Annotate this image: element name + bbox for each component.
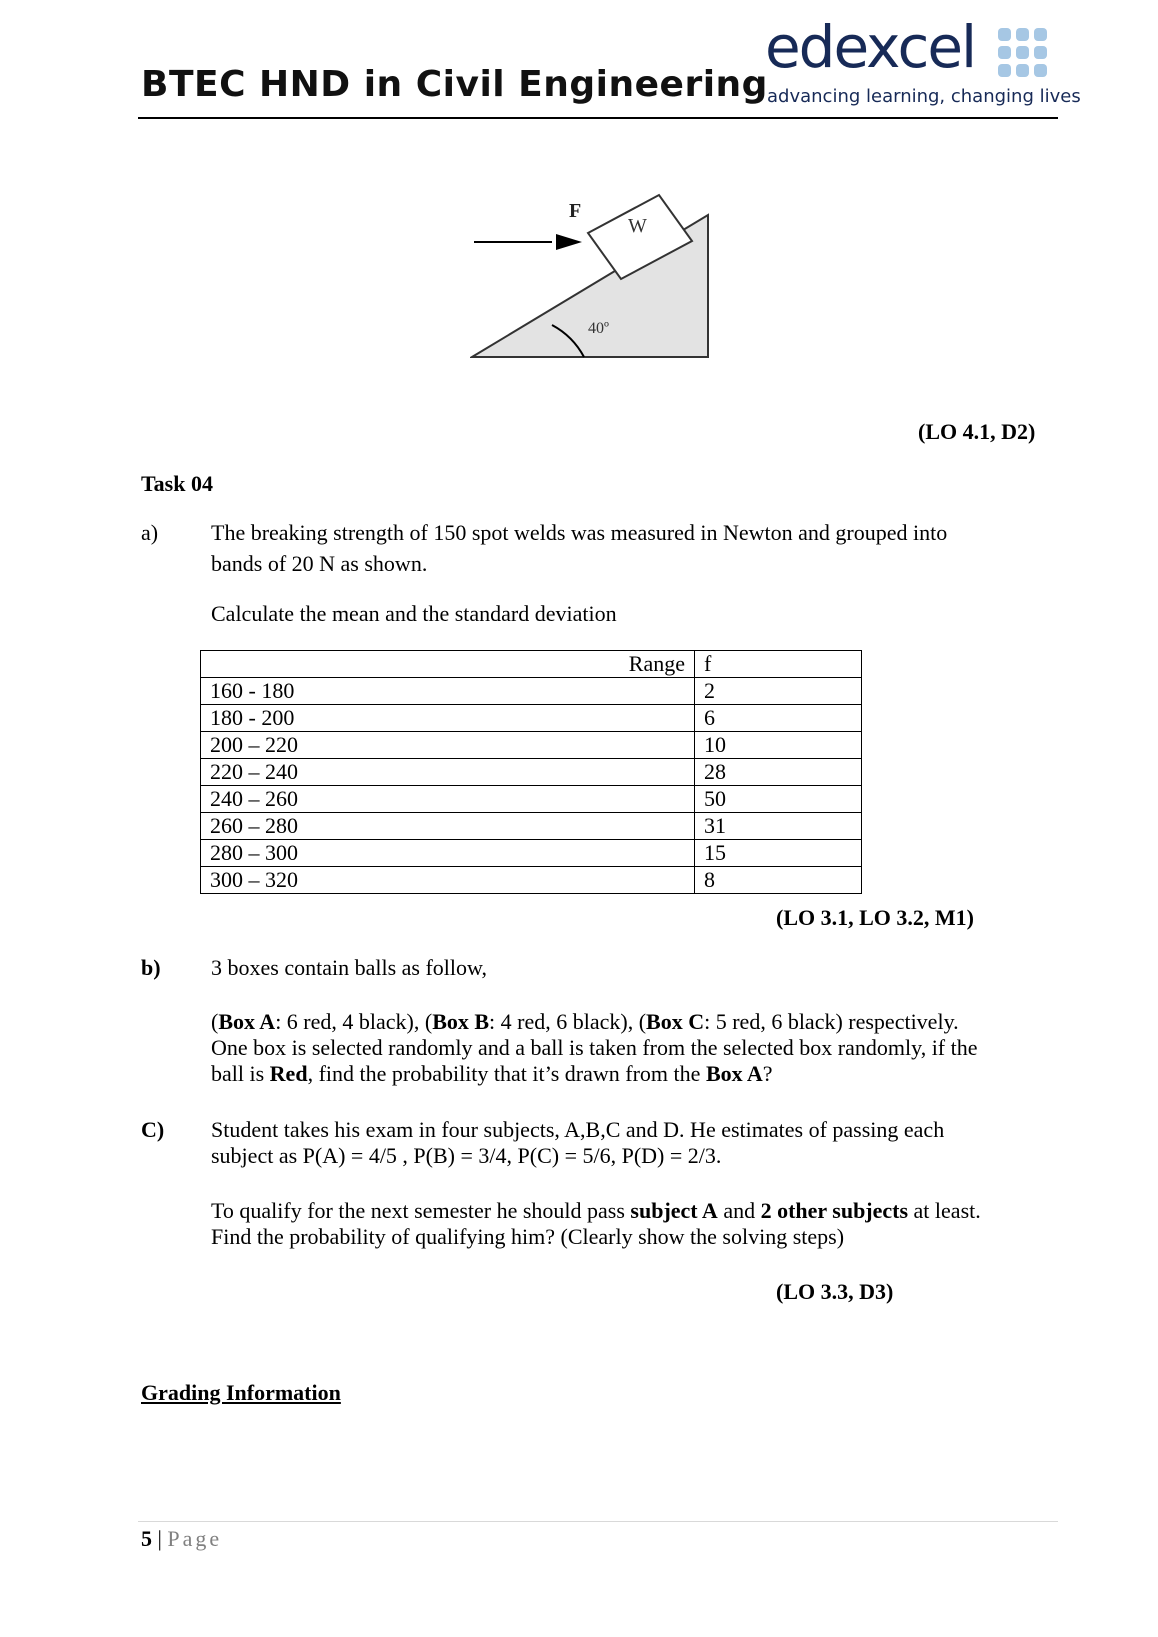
frequency-cell: 15 (695, 840, 862, 867)
force-arrow-head (556, 234, 582, 250)
box-a-label-2: Box A (705, 1061, 763, 1086)
frequency-header: f (695, 651, 862, 678)
part-b-marker: b) (141, 955, 161, 980)
part-c-line3: To qualify for the next semester he should pass subject A and 2 other subjects at least. (211, 1198, 981, 1223)
red-label: Red (269, 1061, 308, 1086)
frequency-cell: 10 (695, 732, 862, 759)
part-c-question (211, 1198, 981, 1250)
frequency-cell: 2 (695, 678, 862, 705)
subject-a-label: subject A (630, 1198, 718, 1223)
part-c-line2: subject as P(A) = 4/5 , P(B) = 3/4, P(C) = 5/6, P(D) = 2/3. (211, 1143, 722, 1168)
range-cell: 200 – 220 (201, 732, 695, 759)
box-a-label: Box A (218, 1009, 276, 1034)
other-subjects-label: 2 other subjects (760, 1198, 909, 1223)
table-row (201, 813, 862, 840)
block-label: W (628, 215, 647, 237)
frequency-cell: 50 (695, 786, 862, 813)
box-b-label: Box B (432, 1009, 490, 1034)
logo-dots-icon (998, 28, 1050, 80)
part-b-line3: ball is Red, find the probability that it’s drawn from the Box A? (211, 1061, 773, 1086)
table-row (201, 678, 862, 705)
part-b-intro: 3 boxes contain balls as follow, (211, 955, 487, 980)
frequency-cell: 6 (695, 705, 862, 732)
box-c-label: Box C (646, 1009, 705, 1034)
range-cell: 280 – 300 (201, 840, 695, 867)
table-row (201, 705, 862, 732)
range-header: Range (201, 651, 695, 678)
page-word: Page (167, 1526, 223, 1551)
part-b-line2: One box is selected randomly and a ball is taken from the selected box randomly, if the (211, 1035, 978, 1060)
part-c-line1: Student takes his exam in four subjects, A,B,C and D. He estimates of passing each (211, 1117, 945, 1142)
table-header-row (201, 651, 862, 678)
grading-information-heading: Grading Information (141, 1380, 341, 1405)
part-a-instruction: Calculate the mean and the standard deviation (211, 601, 617, 626)
frequency-cell: 31 (695, 813, 862, 840)
part-c-intro (211, 1117, 944, 1169)
weld-strength-table (200, 650, 862, 894)
table-row (201, 732, 862, 759)
table-row (201, 867, 862, 894)
part-a-line2: bands of 20 N as shown. (211, 551, 428, 576)
task-title: Task 04 (141, 471, 213, 496)
part-a-lo-reference: (LO 3.1, LO 3.2, M1) (776, 905, 974, 930)
range-cell: 220 – 240 (201, 759, 695, 786)
document-header-title: BTEC HND in Civil Engineering (141, 64, 768, 105)
logo-wordmark: edexcel (765, 13, 976, 81)
part-a-line1: The breaking strength of 150 spot welds was measured in Newton and grouped into (211, 520, 948, 545)
footer-divider (138, 1521, 1058, 1522)
logo-tagline: advancing learning, changing lives (767, 86, 1081, 107)
frequency-cell: 28 (695, 759, 862, 786)
table-row (201, 759, 862, 786)
page-number: 5 (141, 1526, 152, 1551)
lo-figure-reference: (LO 4.1, D2) (918, 419, 1036, 444)
range-cell: 180 - 200 (201, 705, 695, 732)
part-c-lo-reference: (LO 3.3, D3) (776, 1279, 894, 1304)
table-row (201, 786, 862, 813)
frequency-cell: 8 (695, 867, 862, 894)
page-footer (141, 1524, 222, 1554)
part-b-line1: (Box A: 6 red, 4 black), (Box B: 4 red, 6 black), (Box C: 5 red, 6 black) respectively. (211, 1009, 959, 1034)
range-cell: 300 – 320 (201, 867, 695, 894)
range-cell: 160 - 180 (201, 678, 695, 705)
edexcel-logo (765, 13, 1081, 114)
range-cell: 240 – 260 (201, 786, 695, 813)
part-c-marker: C) (141, 1117, 165, 1142)
force-label: F (569, 200, 582, 222)
part-a-marker: a) (141, 520, 159, 545)
footer-separator: | (157, 1526, 162, 1551)
incline-force-diagram (470, 185, 730, 385)
angle-label: 40º (588, 320, 609, 337)
table-row (201, 840, 862, 867)
range-cell: 260 – 280 (201, 813, 695, 840)
part-c-line4: Find the probability of qualifying him? (Clearly show the solving steps) (211, 1224, 845, 1249)
header-divider (138, 117, 1058, 119)
part-b-question (211, 1009, 978, 1087)
